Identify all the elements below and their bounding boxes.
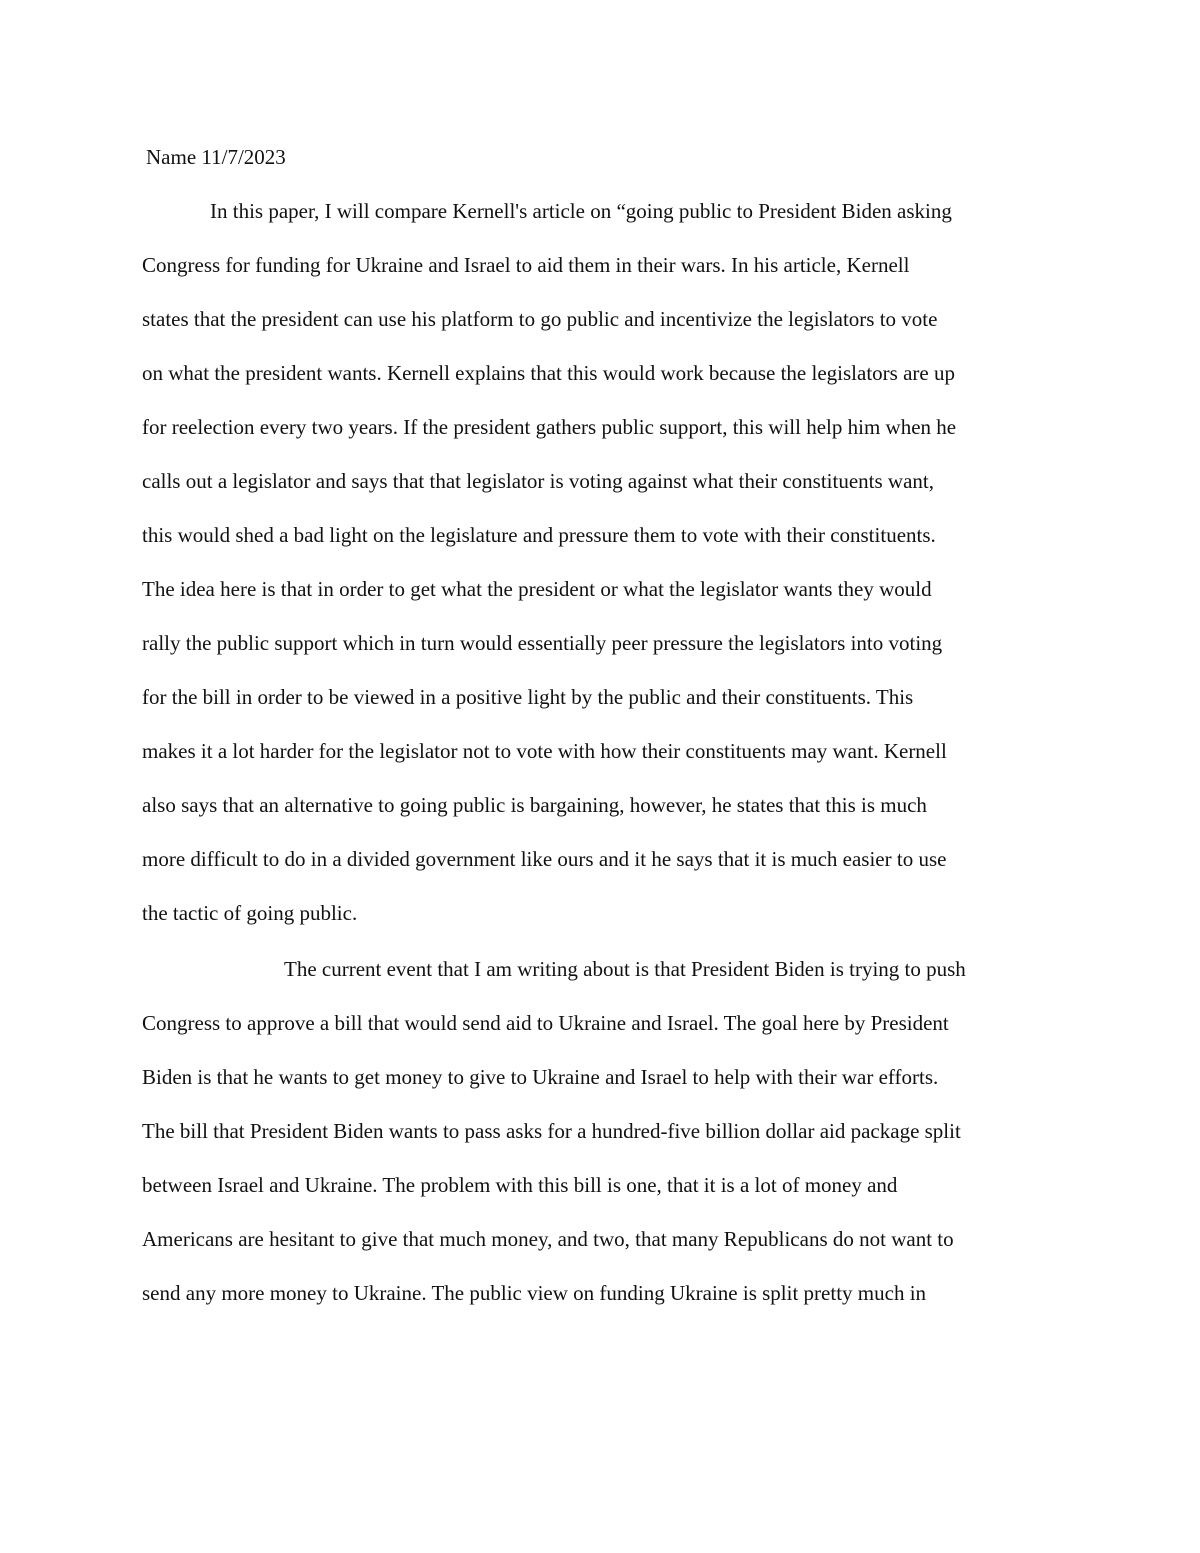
paragraph-2-line-3: Biden is that he wants to get money to give to Ukraine and Israel to help with their war efforts. (142, 1065, 939, 1089)
paragraph-1-line-7: this would shed a bad light on the legislature and pressure them to vote with their constituents. (142, 523, 936, 547)
paragraph-2-line-2: Congress to approve a bill that would send aid to Ukraine and Israel. The goal here by President (142, 1011, 949, 1035)
paragraph-1-line-14: the tactic of going public. (142, 901, 358, 925)
paragraph-1-line-3: states that the president can use his platform to go public and incentivize the legislators to vote (142, 307, 938, 331)
paragraph-1-line-13: more difficult to do in a divided government like ours and it he says that it is much easier to use (142, 847, 947, 871)
paragraph-2-line-6: Americans are hesitant to give that much money, and two, that many Republicans do not want to (142, 1227, 954, 1251)
paragraph-1-line-6: calls out a legislator and says that that legislator is voting against what their constituents want, (142, 469, 935, 493)
paragraph-1-line-10: for the bill in order to be viewed in a positive light by the public and their constituents. This (142, 685, 914, 709)
paragraph-2-line-5: between Israel and Ukraine. The problem with this bill is one, that it is a lot of money and (142, 1173, 898, 1197)
name-date-header: Name 11/7/2023 (146, 145, 286, 169)
paragraph-1-line-12: also says that an alternative to going public is bargaining, however, he states that this is much (142, 793, 927, 817)
paragraph-1-line-1: In this paper, I will compare Kernell's article on “going public to President Biden asking (210, 199, 952, 223)
paragraph-1-line-4: on what the president wants. Kernell explains that this would work because the legislators are up (142, 361, 955, 385)
paragraph-2-line-7: send any more money to Ukraine. The public view on funding Ukraine is split pretty much in (142, 1281, 927, 1305)
paragraph-2-line-1: The current event that I am writing about is that President Biden is trying to push (284, 957, 966, 981)
paragraph-1-line-5: for reelection every two years. If the president gathers public support, this will help him when he (142, 415, 957, 439)
paragraph-1-line-2: Congress for funding for Ukraine and Israel to aid them in their wars. In his article, Kernell (142, 253, 910, 277)
paragraph-1-line-8: The idea here is that in order to get what the president or what the legislator wants they would (142, 577, 932, 601)
paragraph-1-line-9: rally the public support which in turn would essentially peer pressure the legislators into voting (142, 631, 943, 655)
paragraph-2-line-4: The bill that President Biden wants to pass asks for a hundred-five billion dollar aid package split (142, 1119, 961, 1143)
paragraph-1-line-11: makes it a lot harder for the legislator not to vote with how their constituents may want. Kernell (142, 739, 947, 763)
